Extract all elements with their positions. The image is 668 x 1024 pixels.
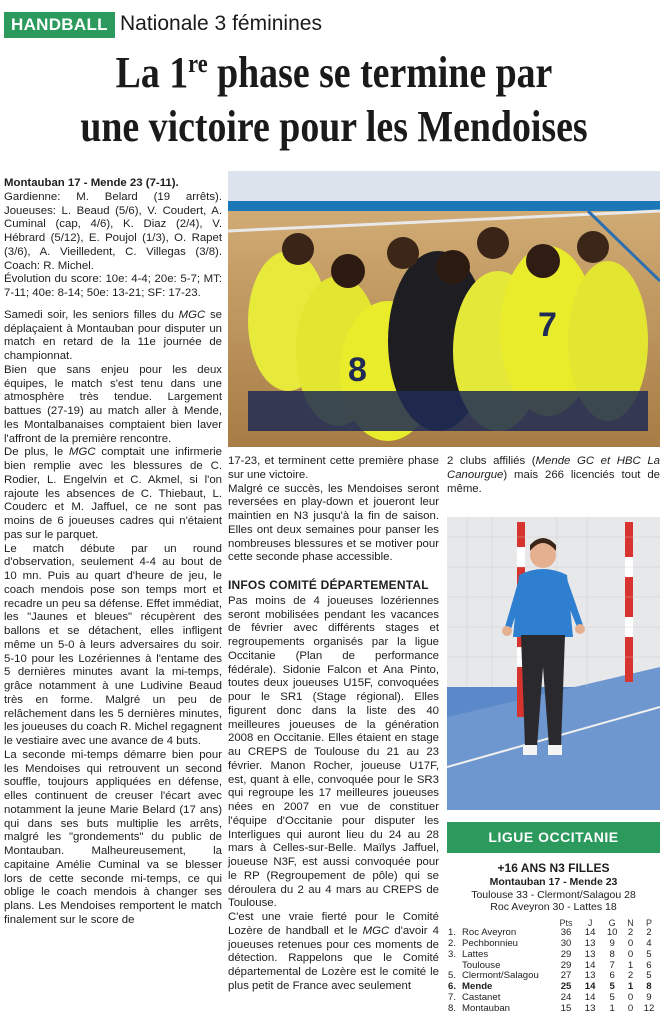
cell-n: 0 — [627, 992, 634, 1004]
article-paragraph: 17-23, et terminent cette première phase sur une victoire. — [228, 455, 439, 481]
match-score: Montauban 17 - Mende 23 (7-11). — [4, 177, 179, 189]
goalkeeper-illustration — [447, 517, 660, 810]
result-line: Toulouse 33 - Clermont/Salagou 28 — [471, 888, 636, 901]
cell-g: 7 — [609, 959, 615, 971]
players-group — [248, 227, 648, 441]
infos-title: INFOS COMITÉ DÉPARTEMENTAL — [228, 578, 429, 592]
article-paragraph: Bien que sans enjeu pour les deux équipes, le match s'est tenu dans une atmosphère très tendue. Largement battues (27-19) au match aller à Mende, les Montalbanaises comptaient bien laver l'affront de la première rencontre. — [4, 363, 222, 445]
cell-p: 6 — [646, 959, 652, 971]
match-lineup: Gardienne: M. Belard (19 arrêts). Joueuses: L. Beaud (5/6), V. Coudert, A. Cuminal (cap, 4/6), K. Diaz (2/4), V. Hébrard (5/12), E. Poujol (1/3), O. Rapet (3/6), A. Vieilledent, C. Villegas (3/8). Coach: R. Michel. — [4, 190, 222, 272]
infos-paragraph: 2 clubs affiliés (Mende GC et HBC La Canourgue) mais 266 licenciés tout de même. — [447, 455, 660, 495]
cell-p: 5 — [646, 970, 652, 982]
cell-team: Montauban — [462, 1002, 511, 1014]
result-line: Roc Aveyron 30 - Lattes 18 — [490, 901, 617, 913]
ligue-banner: LIGUE OCCITANIE — [447, 822, 660, 853]
cell-pts: 29 — [560, 959, 572, 971]
cell-j: 13 — [584, 970, 596, 982]
standings-table — [447, 918, 660, 1015]
results-title: +16 ANS N3 FILLES — [497, 861, 610, 875]
cell-team: Roc Aveyron — [462, 927, 517, 939]
cell-pts: 36 — [560, 927, 572, 939]
cell-j: 14 — [584, 992, 596, 1004]
article-paragraph: Samedi soir, les seniors filles du MGC se déplaçaient à Montauban pour disputer un match en retard de la 11e journée de championnat. — [4, 308, 222, 362]
cell-n: 2 — [627, 927, 634, 939]
cell-g: 5 — [609, 981, 615, 993]
cell-team: Clermont/Salagou — [462, 970, 539, 982]
section-header — [0, 0, 668, 40]
infos-paragraph: C'est une vraie fierté pour le Comité Lozère de handball et le MGC d'avoir 4 joueuses retenues pour ces moments de détection. Rappelons que le Comité départemental de Lozère est le comité le plus petit de France avec seulement — [228, 911, 439, 992]
cell-pts: 24 — [560, 992, 572, 1004]
cell-rank: 6. — [448, 981, 457, 993]
table-row — [447, 1004, 660, 1015]
cell-rank: 3. — [448, 948, 457, 960]
match-evolution: Évolution du score: 10e: 4-4; 20e: 5-7; MT: 7-11; 40e: 8-14; 50e: 13-21; SF: 17-23. — [4, 273, 222, 299]
article-paragraph: Le match débute par un round d'observation, seulement 4-4 au bout de 10 mn. Puis au quart d'heure de jeu, le coach mendois pose son temps mort et recadre un peu sa défense. Effet immédiat, les "Jaunes et bleues" récupèrent des ballons et se détachent, elles infligent même un 5-0 à leurs adversaires du soir. 5-10 pour les Lozériennes à l'entame des 5 dernières minutes avant la mi-temps, grâce notamment à une Ludivine Beaud très en forme. Malgré un peu de relâchement dans les 5 dernières minutes, les joueuses du coach R. Michel regagnent le vestiaire avec une avance de 4 buts. — [4, 542, 222, 747]
cell-rank: 2. — [448, 938, 457, 950]
cell-g: 6 — [609, 970, 615, 982]
cell-g: 9 — [609, 938, 615, 950]
headline-line-2: une victoire pour les Mendoises — [80, 102, 588, 151]
cell-p: 4 — [646, 938, 652, 950]
col-header: J — [587, 917, 593, 928]
cell-team: Mende — [462, 981, 493, 993]
jersey-number-7: 7 — [538, 306, 557, 344]
cell-g: 5 — [609, 992, 615, 1004]
subrubric-label: Nationale 3 féminines — [120, 12, 322, 35]
cell-team: Pechbonnieu — [462, 938, 519, 950]
cell-p: 5 — [646, 948, 652, 960]
cell-p: 9 — [646, 992, 652, 1004]
headline — [47, 46, 621, 154]
cell-n: 0 — [627, 938, 634, 950]
cell-j: 13 — [584, 1002, 596, 1014]
article-column-1 — [4, 177, 222, 928]
article-paragraph: De plus, le MGC comptait une infirmerie bien remplie avec les blessures de C. Rodier, L. Engelvin et C. Akmel, si l'on rajoute les absences de C. Thiebaut, L. Couderc et M. Jaffuel, ce ne sont pas moins de 6 joueuses cadres qui n'étaient pas sur le parquet. — [4, 446, 223, 541]
headline-line-1: La 1re phase se termine par — [115, 48, 553, 97]
cell-pts: 25 — [560, 981, 572, 993]
cell-j: 13 — [584, 938, 596, 950]
cell-n: 0 — [627, 1002, 634, 1014]
cell-n: 2 — [627, 970, 634, 982]
cell-rank: 5. — [448, 970, 457, 982]
cell-rank: 7. — [448, 992, 457, 1004]
cell-j: 14 — [584, 927, 596, 939]
cell-pts: 29 — [560, 948, 572, 960]
cell-g: 1 — [609, 1002, 615, 1014]
cell-j: 13 — [584, 948, 596, 960]
cell-g: 10 — [606, 927, 618, 939]
cell-team: Toulouse — [462, 959, 501, 971]
result-line: Montauban 17 - Mende 23 — [489, 876, 618, 888]
cell-n: 1 — [627, 981, 634, 993]
results-block — [447, 860, 660, 1015]
col-header: Pts — [559, 917, 573, 928]
cell-pts: 30 — [560, 938, 572, 950]
col-header: G — [608, 917, 616, 928]
article-column-2 — [228, 455, 439, 994]
cell-p: 12 — [643, 1002, 655, 1014]
cell-team: Lattes — [462, 948, 489, 960]
cell-j: 14 — [584, 959, 596, 971]
col-header: N — [627, 917, 634, 928]
cell-n: 0 — [627, 948, 634, 960]
article-paragraph: La seconde mi-temps démarre bien pour les Mendoises qui retrouvent un second souffle, toujours appliquées en défense, elles continuent de creuser l'écart avec notamment la jeune Marie Belard (17 ans) qui dans ses buts multiplie les arrêts, malgré les "grondements" du public de Montauban. Malheureusement, la capitaine Amélie Cuminal va se blesser lors de cette seconde mi-temps, ce qui oblige le coach mendois à changer ses plans. Les Mendoises remportent le match finalement sur le score de — [4, 748, 222, 926]
cell-g: 8 — [609, 948, 615, 960]
results-list — [447, 876, 660, 914]
cell-p: 2 — [646, 927, 652, 939]
rubric-label: HANDBALL — [4, 12, 115, 38]
cell-rank: 1. — [448, 927, 457, 939]
cell-pts: 15 — [560, 1002, 572, 1014]
team-huddle-photo — [228, 171, 660, 447]
infos-paragraph: Pas moins de 4 joueuses lozériennes seront mobilisées pendant les vacances de février avec différents stages et regroupements organisés par la ligue Occitanie (Plan de performance fédérale). Sidonie Falcon et Ana Pinto, toutes deux joueuses U15F, convoquées pour le SR1 (Stage régional). Elles figurent donc dans la liste des 40 meilleures joueuses de la génération 2008 en Occitanie. Elles étaient en stage au CREPS de Toulouse du 21 au 23 février. Manon Rocher, joueuse U17F, est, quant à elle, convoquée pour le SR3 qui regroupe les 17 meilleures joueuses nées en 2007 en vue de constituer l'équipe d'Occitanie pour disputer les Interligues qui auront lieu du 24 au 28 mars à Celles-sur-Belle. Maïlys Jaffuel, joueuse N3F, est aussi convoquée pour le RP (Regroupement de pôle) qui se déroulera du 2 au 4 mars au CREPS de Toulouse. — [228, 594, 439, 910]
cell-j: 14 — [584, 981, 596, 993]
jersey-number-8: 8 — [348, 351, 367, 389]
cell-rank: 8. — [448, 1002, 457, 1014]
article-column-3 — [447, 455, 660, 496]
col-header: P — [645, 917, 652, 928]
team-huddle-illustration — [228, 171, 660, 447]
goalkeeper-photo — [447, 517, 660, 810]
cell-team: Castanet — [462, 992, 501, 1004]
cell-pts: 27 — [560, 970, 572, 982]
cell-n: 1 — [627, 959, 634, 971]
cell-p: 8 — [646, 981, 652, 993]
article-paragraph: Malgré ce succès, les Mendoises seront reversées en play-down et joueront leur maintien en N3 jusqu'à la fin de saison. Elles ont deux semaines pour panser les nombreuses blessures et se motiver pour cette seconde phase accessible. — [228, 482, 439, 564]
